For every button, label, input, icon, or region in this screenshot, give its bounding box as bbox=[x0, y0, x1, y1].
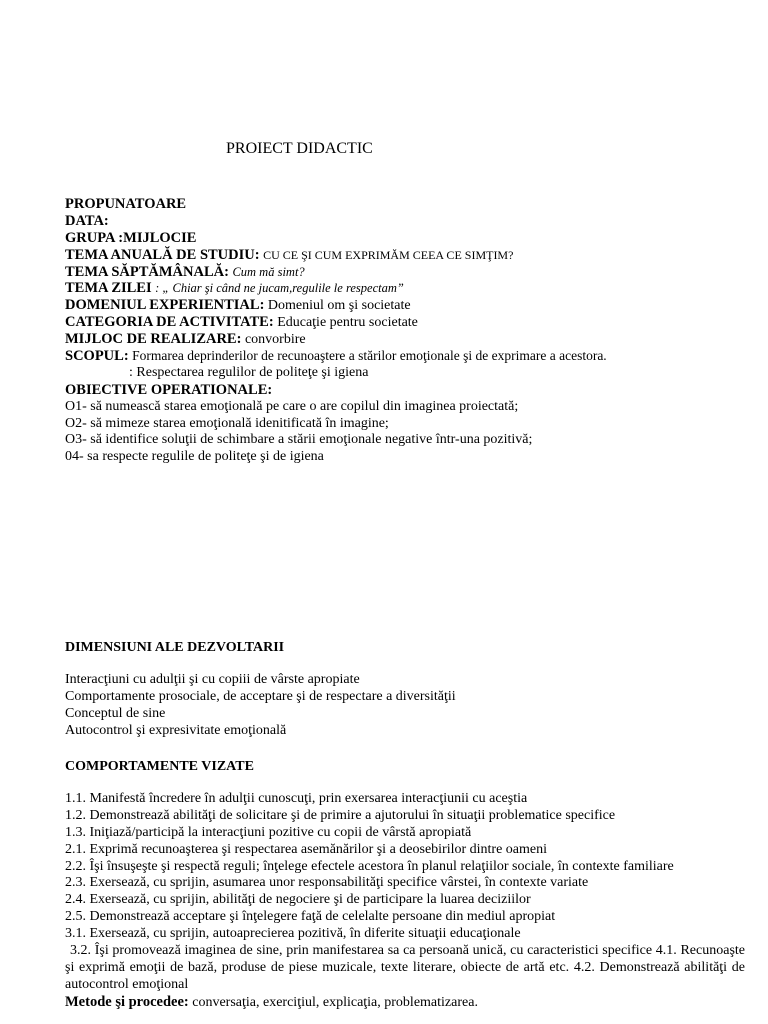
scopul-line bbox=[65, 348, 755, 365]
comportament-item: 2.3. Exersează, cu sprijin, asumarea unor responsabilităţi specifice vârstei, în contexte variate bbox=[65, 875, 589, 891]
data-line bbox=[65, 213, 755, 230]
comportament-item: 1.1. Manifestă încredere în adulţii cunoscuţi, prin exersarea interacţiunii cu aceştia bbox=[65, 791, 528, 806]
comportamente-paragraph: 3.2. Îşi promovează imaginea de sine, prin manifestarea sa ca persoană unică, cu caracteristici specifice 4.1. Recunoaşte şi exprimă emoţii de bază, produse de piese muzicale, texte literare, obiecte de artă etc. 4.2. Demonstrează abilităţi de autocontrol emoţional bbox=[65, 943, 745, 992]
obiectiv-item: O2- să mimeze starea emoţională idenitificată în imagine; bbox=[65, 415, 389, 431]
dimensiuni-heading: DIMENSIUNI ALE DEZVOLTARII bbox=[65, 640, 285, 655]
domeniul-value: Domeniul om şi societate bbox=[267, 298, 411, 314]
categoria-value: Educaţie pentru societate bbox=[277, 315, 418, 331]
domeniul-label: DOMENIUL EXPERIENTIAL: bbox=[65, 297, 265, 314]
dimensiune-item: Autocontrol şi expresivitate emoţională bbox=[65, 722, 287, 738]
tema-anuala-value: CU CE ŞI CUM EXPRIMĂM CEEA CE SIMŢIM? bbox=[263, 247, 514, 262]
domeniul-line bbox=[65, 297, 755, 314]
dimensiune-item: Interacţiuni cu adulţii şi cu copiii de vârste apropiate bbox=[65, 672, 360, 687]
propunator-line bbox=[65, 196, 755, 213]
tema-saptamanala-line bbox=[65, 264, 755, 281]
comportament-item: 2.1. Exprimă recunoaşterea şi respectarea asemănărilor şi a deosebirilor dintre oameni bbox=[65, 841, 548, 857]
comportament-item: 2.4. Exersează, cu sprijin, abilităţi de negociere şi de participare la luarea deciziilor bbox=[65, 892, 531, 908]
obiective-label: OBIECTIVE OPERATIONALE: bbox=[65, 381, 273, 398]
scopul-value-2: : Respectarea regulilor de politeţe şi igiena bbox=[129, 364, 369, 380]
scopul-label: SCOPUL: bbox=[65, 348, 129, 365]
tema-saptamanala-label: TEMA SĂPTĂMÂNALĂ: bbox=[65, 263, 229, 280]
categoria-line bbox=[65, 314, 755, 331]
comportament-item: 1.2. Demonstrează abilităţi de solicitare şi de primire a ajutorului în situaţii problematice specifice bbox=[65, 807, 616, 823]
tema-anuala-label: TEMA ANUALĂ DE STUDIU: bbox=[65, 246, 260, 263]
dimensiune-item: Conceptul de sine bbox=[65, 705, 166, 721]
header-block bbox=[65, 196, 755, 466]
comportament-item: 1.3. Iniţiază/participă la interacţiuni pozitive cu copii de vârstă apropiată bbox=[65, 824, 472, 840]
grupa-line bbox=[65, 230, 755, 247]
tema-anuala-line bbox=[65, 247, 755, 264]
grupa-label: GRUPA :MIJLOCIE bbox=[65, 229, 197, 246]
comportament-item: 3.1. Exersează, cu sprijin, autoaprecierea pozitivă, în diferite situaţii educaţionale bbox=[65, 926, 521, 942]
obiectiv-item: O3- să identifice soluţii de schimbare a stării emoţionale negative într-una pozitivă; bbox=[65, 432, 533, 448]
mijloc-value: convorbire bbox=[244, 332, 306, 348]
comportament-item: 2.5. Demonstrează acceptare şi înţelegere faţă de celelalte persoane din mediul apropiat bbox=[65, 909, 556, 925]
metode-label: Metode şi procedee: bbox=[65, 993, 189, 1010]
document-title: PROIECT DIDACTIC bbox=[226, 140, 373, 157]
comportament-item: 2.2. Îşi însuşeşte şi respectă reguli; înţelege efectele acestora în planul relaţiilor sociale, în contexte familiare bbox=[65, 858, 674, 874]
categoria-label: CATEGORIA DE ACTIVITATE: bbox=[65, 314, 274, 331]
obiectiv-item: 04- sa respecte regulile de politeţe şi de igiena bbox=[65, 449, 324, 465]
metode-value: conversaţia, exerciţiul, explicaţia, problematizarea. bbox=[192, 994, 478, 1010]
scopul-line-2 bbox=[65, 365, 755, 382]
dimensiune-item: Comportamente prosociale, de acceptare şi de respectare a diversităţii bbox=[65, 688, 456, 704]
comportamente-list bbox=[65, 791, 745, 1011]
scopul-value: Formarea deprinderilor de recunoaştere a stărilor emoţionale şi de exprimare a acestora. bbox=[132, 348, 607, 364]
mijloc-line bbox=[65, 331, 755, 348]
propunator-label: PROPUNATOARE bbox=[65, 196, 187, 212]
tema-zilei-line bbox=[65, 280, 755, 297]
data-label: DATA: bbox=[65, 212, 109, 229]
mijloc-label: MIJLOC DE REALIZARE: bbox=[65, 331, 242, 348]
obiective-line bbox=[65, 382, 755, 399]
tema-saptamanala-value: Cum mă simt? bbox=[232, 264, 305, 279]
metode-line bbox=[65, 994, 745, 1011]
tema-zilei-value: : „ Chiar şi când ne jucam,regulile le respectam” bbox=[155, 281, 404, 296]
comportamente-heading: COMPORTAMENTE VIZATE bbox=[65, 759, 254, 774]
dimensiuni-list bbox=[65, 672, 745, 740]
obiectiv-item: O1- să numească starea emoţională pe care o are copilul din imaginea proiectată; bbox=[65, 398, 519, 414]
tema-zilei-label: TEMA ZILEI bbox=[65, 280, 152, 297]
